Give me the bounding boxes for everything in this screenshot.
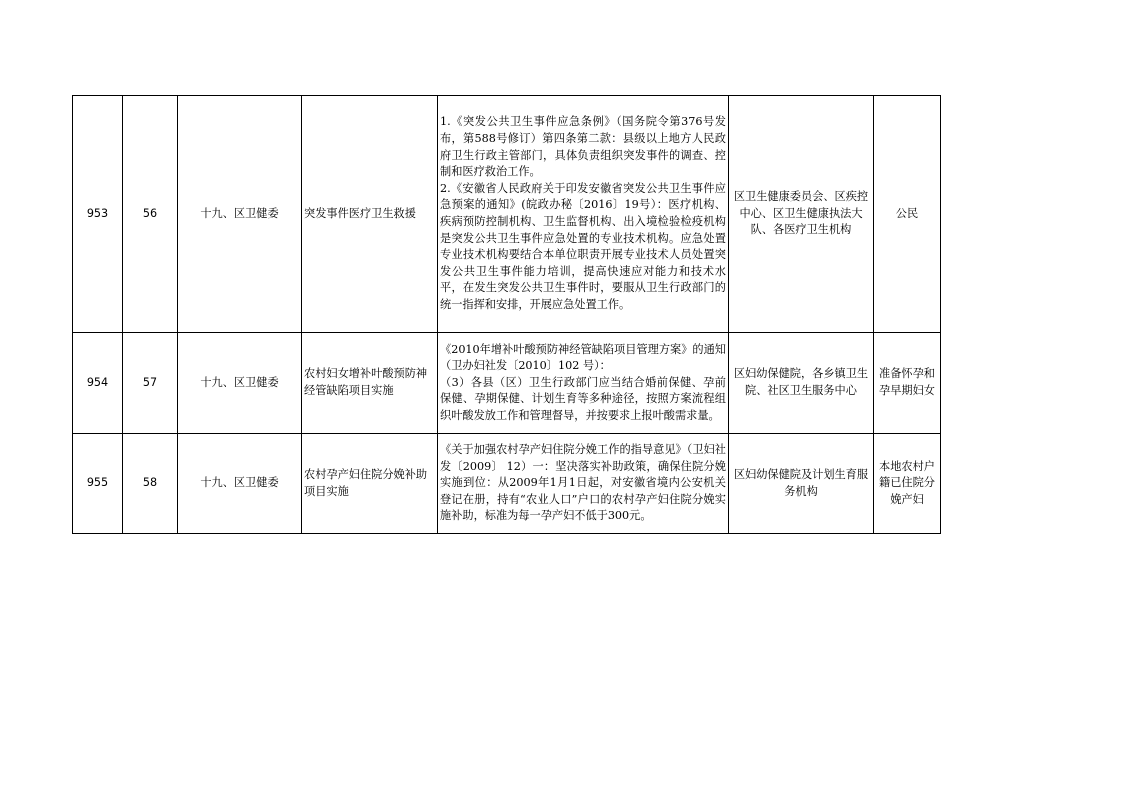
sub-seq-cell: 58 [123, 434, 178, 534]
item-name-cell: 突发事件医疗卫生救援 [302, 96, 438, 333]
implementer-cell: 区卫生健康委员会、区疾控中心、区卫生健康执法大队、各医疗卫生机构 [729, 96, 874, 333]
seq-cell: 953 [73, 96, 123, 333]
basis-cell [438, 333, 729, 434]
dept-cell: 十九、区卫健委 [178, 434, 302, 534]
basis-paragraph: 《2010年增补叶酸预防神经管缺陷项目管理方案》的通知（卫办妇社发〔2010〕102 号）： [440, 342, 726, 373]
basis-cell [438, 434, 729, 534]
sub-seq-cell: 57 [123, 333, 178, 434]
basis-paragraph: 1.《突发公共卫生事件应急条例》（国务院令第376号发布，第588号修订）第四条第二款：县级以上地方人民政府卫生行政主管部门，具体负责组织突发事件的调查、控制和医疗救治工作。 [440, 115, 726, 179]
basis-paragraph: （3）各县（区）卫生行政部门应当结合婚前保健、孕前保健、孕期保健、计划生育等多种途径，按照方案流程组织叶酸发放工作和管理督导，并按要求上报叶酸需求量。 [440, 375, 726, 422]
implementer-cell: 区妇幼保健院，各乡镇卫生院、社区卫生服务中心 [729, 333, 874, 434]
table-row [73, 96, 941, 333]
basis-paragraph: 《关于加强农村孕产妇住院分娩工作的指导意见》（卫妇社发〔2009〕 12）一：坚决落实补助政策，确保住院分娩实施到位：从2009年1月1日起，对安徽省境内公安机关登记在册，持有“农业人口”户口的农村孕产妇住院分娩实施补助，标准为每一孕产妇不低于300元。 [440, 443, 726, 523]
basis-cell [438, 96, 729, 333]
sub-seq-cell: 56 [123, 96, 178, 333]
target-cell: 准备怀孕和孕早期妇女 [874, 333, 941, 434]
seq-cell: 954 [73, 333, 123, 434]
item-name-cell: 农村孕产妇住院分娩补助项目实施 [302, 434, 438, 534]
seq-cell: 955 [73, 434, 123, 534]
dept-cell: 十九、区卫健委 [178, 96, 302, 333]
dept-cell: 十九、区卫健委 [178, 333, 302, 434]
basis-paragraph: 2.《安徽省人民政府关于印发安徽省突发公共卫生事件应急预案的通知》(皖政办秘〔2016〕19号）：医疗机构、疾病预防控制机构、卫生监督机构、出入境检验检疫机构是突发公共卫生事件应急处置的专业技术机构。应急处置专业技术机构要结合本单位职责开展专业技术人员处置突发公共卫生事件能力培训，提高快速应对能力和技术水平，在发生突发公共卫生事件时，要服从卫生行政部门的统一指挥和安排，开展应急处置工作。 [440, 181, 726, 311]
implementer-cell: 区妇幼保健院及计划生育服务机构 [729, 434, 874, 534]
target-cell: 公民 [874, 96, 941, 333]
target-cell: 本地农村户籍已住院分娩产妇 [874, 434, 941, 534]
table-row [73, 333, 941, 434]
table-row [73, 434, 941, 534]
services-table [72, 95, 941, 534]
item-name-cell: 农村妇女增补叶酸预防神经管缺陷项目实施 [302, 333, 438, 434]
